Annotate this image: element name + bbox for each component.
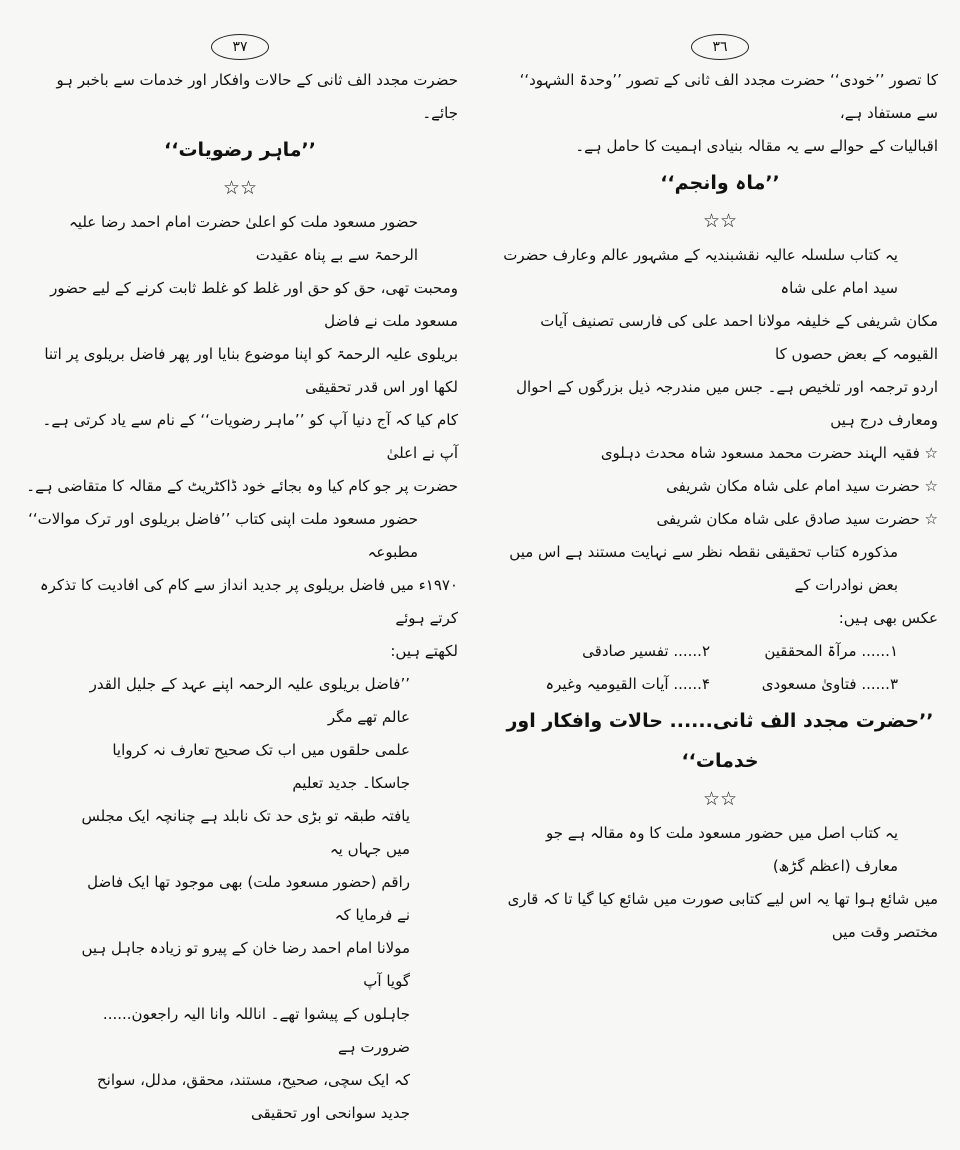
person-item: ☆ فقیہ الہند حضرت محمد مسعود شاہ محدث دہلوی [600, 444, 938, 462]
stars-divider: ☆☆ [702, 210, 738, 232]
book-list [502, 635, 938, 701]
paragraph-line: کام کیا کہ آج دنیا آپ کو ’’ماہر رضویات‘‘ کے نام سے یاد کرتی ہے۔ آپ نے اعلیٰ [42, 411, 458, 462]
person-item: ☆ حضرت سید صادق علی شاہ مکان شریفی [656, 510, 938, 528]
paragraph-line: حضور مسعود ملت کو اعلیٰ حضرت امام احمد رضا علیہ الرحمۃ سے بے پناہ عقیدت [69, 213, 418, 264]
intro-line: کا تصور ’’خودی‘‘ حضرت مجدد الف ثانی کے تصور ’’وحدۃ الشہود‘‘ سے مستفاد ہے، [519, 71, 938, 122]
section-heading: ’’ماہ وانجم‘‘ [660, 172, 780, 194]
stars-divider: ☆☆ [702, 788, 738, 810]
paragraph-line: مذکورہ کتاب تحقیقی نقطہ نظر سے نہایت مستند ہے اس میں بعض نوادرات کے [509, 543, 898, 594]
paragraph-line: لکھتے ہیں: [390, 642, 458, 660]
stars-divider: ☆☆ [222, 177, 258, 199]
paragraph-line: اردو ترجمہ اور تلخیص ہے۔ جس میں مندرجہ ذیل بزرگوں کے احوال ومعارف درج ہیں [516, 378, 938, 429]
page-number: ۳٦ [691, 34, 749, 60]
book-item: ۱...... مرآۃ المحققین [764, 642, 898, 660]
book-item: ۲...... تفسیر صادقی [582, 642, 710, 660]
quote-line: کہ ایک سچی، صحیح، مستند، محقق، مدلل، سوانح جدید سوانحی اور تحقیقی [96, 1071, 410, 1122]
quote-line: جاہلوں کے پیشوا تھے۔ اناللہ وانا الیہ راجعون...... ضرورت ہے [102, 1005, 410, 1056]
intro-line: اقبالیات کے حوالے سے یہ مقالہ بنیادی اہمیت کا حامل ہے۔ [575, 137, 938, 155]
quote-line: ’’فاضل بریلوی علیہ الرحمہ اپنے عہد کے جلیل القدر عالم تھے مگر [89, 675, 410, 726]
paragraph-line: حضرت پر جو کام کیا وہ بجائے خود ڈاکٹریٹ کے مقالہ کا متقاضی ہے۔ [26, 477, 458, 495]
quote-block [22, 668, 458, 1130]
person-item: ☆ حضرت سید امام علی شاہ مکان شریفی [666, 477, 938, 495]
quote-line: مولانا امام احمد رضا خان کے پیرو تو زیادہ جاہل ہیں گویا آپ [81, 939, 410, 990]
paragraph-line: بریلوی علیہ الرحمۃ کو اپنا موضوع بنایا اور پھر فاضل بریلوی پر اتنا لکھا اور اس قدر تحقیقی [44, 345, 458, 396]
section-heading: ’’حضرت مجدد الف ثانی...... حالات وافکار اور خدمات‘‘ [506, 710, 934, 772]
paragraph-line: ۱۹۷۰ء میں فاضل بریلوی پر جدید انداز سے کام کی افادیت کا تذکرہ کرتے ہوئے [39, 576, 458, 627]
book-item: ۴...... آیات القیومیہ وغیرہ [545, 675, 710, 693]
paragraph-line: مکان شریفی کے خلیفہ مولانا احمد علی کی فارسی تصنیف آیات القیومہ کے بعض حصوں کا [540, 312, 938, 363]
quote-line: راقم (حضور مسعود ملت) بھی موجود تھا ایک فاضل نے فرمایا کہ [87, 873, 410, 924]
right-page [480, 0, 960, 1150]
intro-line: حضرت مجدد الف ثانی کے حالات وافکار اور خدمات سے باخبر ہو جائے۔ [56, 71, 458, 122]
quote-line: یافتہ طبقہ تو بڑی حد تک نابلد ہے چنانچہ ایک مجلس میں جہاں یہ [81, 807, 410, 858]
paragraph-line: عکس بھی ہیں: [838, 609, 938, 627]
paragraph-line: حضور مسعود ملت اپنی کتاب ’’فاضل بریلوی اور ترک موالات‘‘ مطبوعہ [28, 510, 418, 561]
section-heading: ’’ماہر رضویات‘‘ [164, 139, 316, 161]
paragraph-line: ومحبت تھی، حق کو حق اور غلط کو غلط ثابت کرنے کے لیے حضور مسعود ملت نے فاضل [50, 279, 458, 330]
paragraph-line: یہ کتاب سلسلہ عالیہ نقشبندیہ کے مشہور عالم وعارف حضرت سید امام علی شاہ [503, 246, 898, 297]
paragraph-line: میں شائع ہوا تھا یہ اس لیے کتابی صورت میں شائع کیا گیا تا کہ قاری مختصر وقت میں [507, 890, 938, 941]
page-number: ۳۷ [211, 34, 269, 60]
paragraph-line: یہ کتاب اصل میں حضور مسعود ملت کا وہ مقالہ ہے جو معارف (اعظم گڑھ) [546, 824, 898, 875]
quote-line: علمی حلقوں میں اب تک صحیح تعارف نہ کروایا جاسکا۔ جدید تعلیم [112, 741, 410, 792]
book-item: ۳...... فتاویٰ مسعودی [761, 675, 898, 693]
